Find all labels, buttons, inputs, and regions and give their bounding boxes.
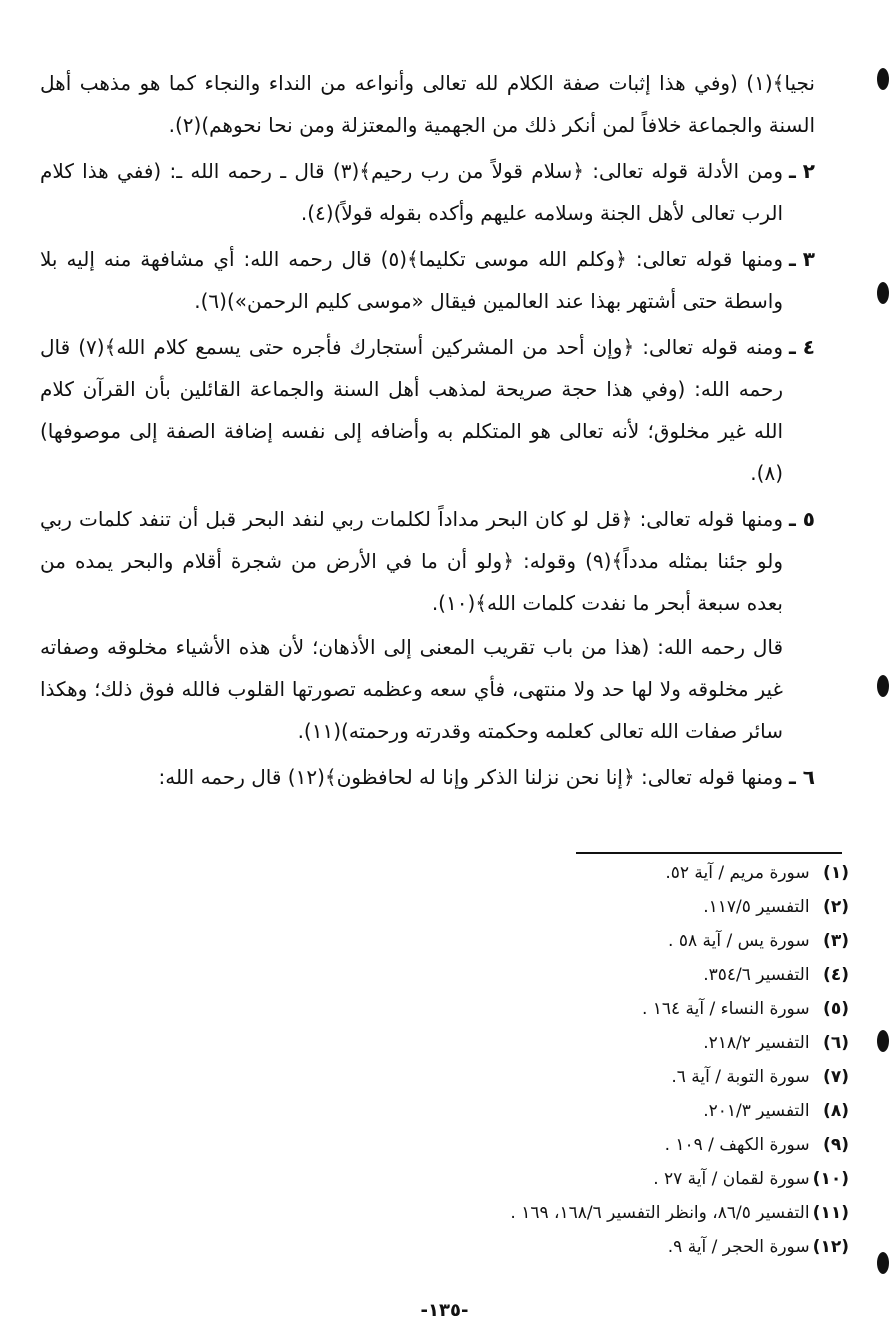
footnote-number: (٦) bbox=[823, 1033, 849, 1053]
item-number: ٥ ـ bbox=[788, 507, 815, 531]
footnote-number: (١٠) bbox=[812, 1169, 849, 1189]
footnote bbox=[74, 1162, 849, 1196]
list-item bbox=[40, 498, 815, 752]
footnote-text: التفسير ٨٦/٥، وانظر التفسير ١٦٨/٦، ١٦٩ . bbox=[510, 1203, 810, 1223]
footnote-number: (١٢) bbox=[812, 1237, 849, 1257]
footnote bbox=[74, 890, 849, 924]
list-item bbox=[40, 326, 815, 494]
footnote-text: سورة النساء / آية ١٦٤ . bbox=[641, 999, 810, 1019]
main-text bbox=[40, 62, 815, 802]
list-item bbox=[40, 150, 815, 234]
scan-margin-mark bbox=[877, 1030, 889, 1052]
footnote-number: (١١) bbox=[812, 1203, 849, 1223]
footnote-text: سورة لقمان / آية ٢٧ . bbox=[653, 1169, 810, 1189]
item-number: ٤ ـ bbox=[788, 335, 815, 359]
list-item bbox=[40, 238, 815, 322]
page-number: -١٣٥- bbox=[420, 1300, 469, 1321]
footnote bbox=[74, 1094, 849, 1128]
footnote-number: (٧) bbox=[823, 1067, 849, 1087]
footnote-text: التفسير ٣٥٤/٦. bbox=[703, 965, 810, 985]
footnote-text: التفسير ٢٠١/٣. bbox=[703, 1101, 810, 1121]
item-text: ومنها قوله تعالى: ﴿قل لو كان البحر مداداً لكلمات ربي لنفد البحر قبل أن تنفد كلمات ربي ولو جئنا بمثله مدداً﴾(٩) وقوله: ﴿ولو أن ما في الأرض من شجرة أقلام والبحر يمده من بعده سبعة أبحر ما نفدت كلمات الله﴾(١٠). bbox=[40, 507, 784, 615]
footnote-text: سورة يس / آية ٥٨ . bbox=[668, 931, 810, 951]
footnote bbox=[74, 958, 849, 992]
footnote-text: سورة الحجر / آية ٩. bbox=[667, 1237, 810, 1257]
footnotes bbox=[74, 856, 849, 1264]
item-text: ومنه قوله تعالى: ﴿وإن أحد من المشركين أستجارك فأجره حتى يسمع كلام الله﴾(٧) قال رحمه الله: (وفي هذا حجة صريحة لمذهب أهل السنة والجماعة القائلين بأن القرآن كلام الله غير مخلوق؛ لأنه تعالى هو المتكلم به وأضافه إلى نفسه إضافة الصفة إلى موصوفها)(٨). bbox=[40, 335, 783, 485]
footnote-text: التفسير ١١٧/٥. bbox=[703, 897, 810, 917]
scan-margin-mark bbox=[877, 675, 889, 697]
footnote-text: سورة الكهف / ١٠٩ . bbox=[664, 1135, 810, 1155]
footnote bbox=[74, 1026, 849, 1060]
footnote-text: سورة التوبة / آية ٦. bbox=[671, 1067, 810, 1087]
footnote bbox=[74, 1196, 849, 1230]
item-text: ومن الأدلة قوله تعالى: ﴿سلام قولاً من رب رحيم﴾(٣) قال ـ رحمه الله ـ: (ففي هذا كلام الرب تعالى لأهل الجنة وسلامه عليهم وأكده بقوله قولاً)(٤). bbox=[40, 159, 783, 225]
item-number: ٢ ـ bbox=[788, 159, 815, 183]
scan-margin-mark bbox=[877, 282, 889, 304]
footnote-number: (٩) bbox=[823, 1135, 849, 1155]
item-number: ٣ ـ bbox=[788, 247, 815, 271]
footnote-number: (٣) bbox=[823, 931, 849, 951]
footnote bbox=[74, 856, 849, 890]
footnote-number: (٤) bbox=[823, 965, 849, 985]
footnote-text: سورة مريم / آية ٥٢. bbox=[665, 863, 810, 883]
footnote bbox=[74, 924, 849, 958]
footnote-text: التفسير ٢١٨/٢. bbox=[703, 1033, 810, 1053]
item-text: ومنها قوله تعالى: ﴿إنا نحن نزلنا الذكر وإنا له لحافظون﴾(١٢) قال رحمه الله: bbox=[158, 765, 783, 789]
footnote-number: (٨) bbox=[823, 1101, 849, 1121]
list-item bbox=[40, 756, 815, 798]
item-number: ٦ ـ bbox=[788, 765, 815, 789]
footnote bbox=[74, 1230, 849, 1264]
footnote bbox=[74, 1060, 849, 1094]
footnote-divider bbox=[576, 852, 842, 854]
intro-paragraph: نجيا﴾(١) (وفي هذا إثبات صفة الكلام لله تعالى وأنواعه من النداء والنجاء كما هو مذهب أهل السنة والجماعة خلافاً لمن أنكر ذلك من الجهمية والمعتزلة ومن نحا نحوهم)(٢). bbox=[40, 71, 815, 137]
footnote-number: (٥) bbox=[823, 999, 849, 1019]
footnote-number: (٢) bbox=[823, 897, 849, 917]
footnote bbox=[74, 992, 849, 1026]
item-commentary: قال رحمه الله: (هذا من باب تقريب المعنى إلى الأذهان؛ لأن هذه الأشياء مخلوقه وصفاته غير مخلوقه ولا لها حد ولا منتهى، فأي سعه وعظمه تصورتها القلوب فالله فوق ذلك؛ وهكذا سائر صفات الله تعالى كعلمه وحكمته وقدرته ورحمته)(١١). bbox=[40, 635, 783, 743]
scan-margin-mark bbox=[877, 1252, 889, 1274]
scan-margin-mark bbox=[877, 68, 889, 90]
footnote-number: (١) bbox=[823, 863, 849, 883]
footnote bbox=[74, 1128, 849, 1162]
item-text: ومنها قوله تعالى: ﴿وكلم الله موسى تكليما﴾(٥) قال رحمه الله: أي مشافهة منه إليه بلا واسطة حتى أشتهر بهذا عند العالمين فيقال «موسى كليم الرحمن»)(٦). bbox=[40, 247, 783, 313]
